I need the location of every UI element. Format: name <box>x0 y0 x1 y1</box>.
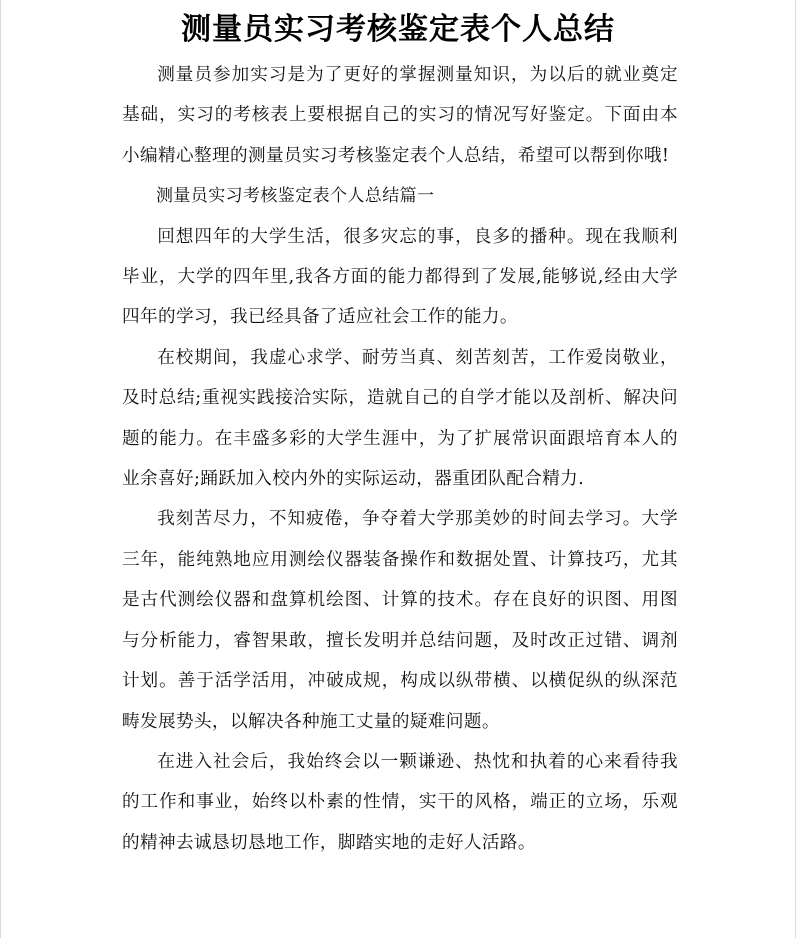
section-heading: 测量员实习考核鉴定表个人总结篇一 <box>156 186 435 207</box>
paragraph-4: 在进入社会后，我始终会以一颗谦逊、热忱和执着的心来看待我的工作和事业，始终以朴素的性情，实干的风格，端正的立场，乐观的精神去诚恳切恳地工作，脚踏实地的走好人活路。 <box>122 751 678 853</box>
document-title: 测量员实习考核鉴定表个人总结 <box>181 12 615 47</box>
paragraph-2: 在校期间，我虚心求学、耐劳当真、刻苦刻苦，工作爱岗敬业，及时总结;重视实践接洽实际，造就自己的自学才能以及剖析、解决问题的能力。在丰盛多彩的大学生涯中，为了扩展常识面跟培育本人的业余喜好;踊跃加入校内外的实际运动，器重团队配合精力. <box>122 347 678 490</box>
paragraph-3: 我刻苦尽力，不知疲倦，争夺着大学那美妙的时间去学习。大学三年，能纯熟地应用测绘仪器装备操作和数据处置、计算技巧，尤其是古代测绘仪器和盘算机绘图、计算的技术。存在良好的识图、用图与分析能力，睿智果敢，擅长发明并总结问题，及时改正过错、调剂计划。善于活学活用，冲破成规，构成以纵带横、以横促纵的纵深范畴发展势头，以解决各种施工丈量的疑难问题。 <box>122 509 678 732</box>
paragraph-1: 回想四年的大学生活，很多灾忘的事，良多的播种。现在我顺利毕业，大学的四年里,我各方面的能力都得到了发展,能够说,经由大学四年的学习，我已经具备了适应社会工作的能力。 <box>122 226 678 328</box>
document-body <box>122 55 678 863</box>
paragraph-intro: 测量员参加实习是为了更好的掌握测量知识，为以后的就业奠定基础，实习的考核表上要根据自己的实习的情况写好鉴定。下面由本小编精心整理的测量员实习考核鉴定表个人总结，希望可以帮到你哦! <box>122 65 678 166</box>
